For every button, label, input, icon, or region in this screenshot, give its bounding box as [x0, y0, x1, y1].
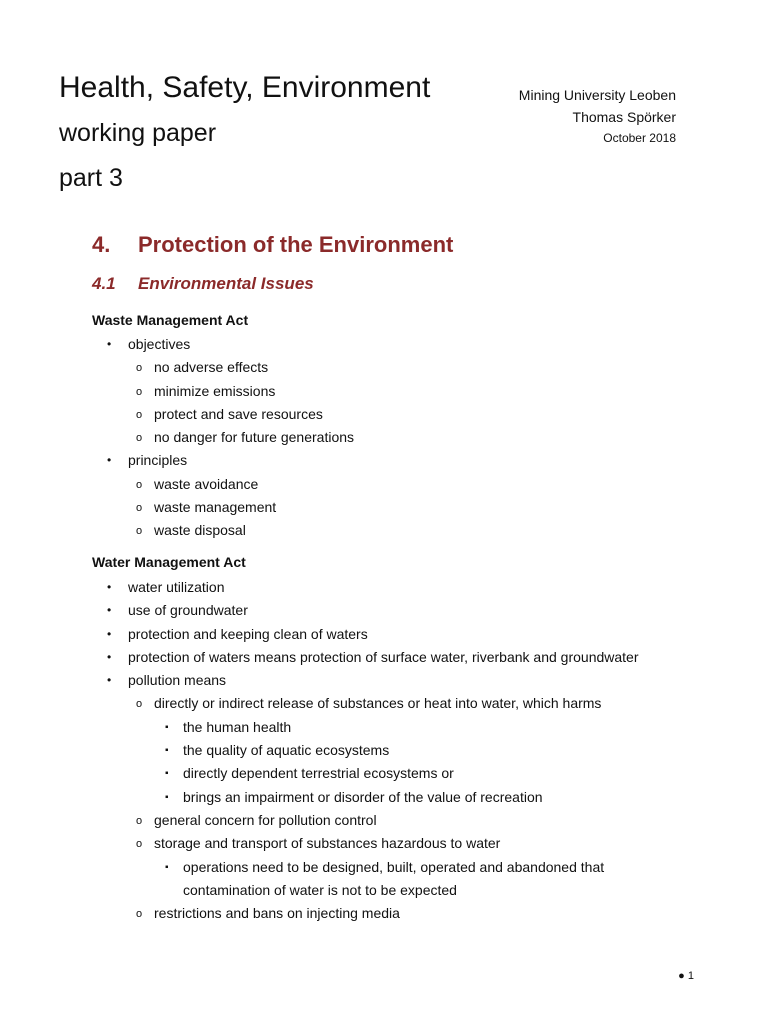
list-item-label: restrictions and bans on injecting media — [154, 905, 400, 922]
list-item — [92, 623, 692, 646]
list-item — [128, 380, 692, 403]
chapter-number: 4. — [92, 232, 111, 257]
bullet-marker: • — [107, 603, 112, 618]
bullet-marker: o — [136, 838, 143, 851]
list-item-label: protect and save resources — [154, 405, 323, 422]
list-item — [128, 426, 692, 449]
list-item — [128, 832, 692, 902]
sub-list — [128, 356, 692, 449]
sub-list — [128, 692, 692, 925]
section-title: Waste Management Act — [92, 312, 249, 328]
bullet-marker: • — [107, 626, 112, 641]
bullet-marker: ▪ — [165, 791, 169, 803]
list-item-label: protection and keeping clean of waters — [128, 625, 368, 642]
list-item — [92, 576, 692, 599]
list-item — [92, 669, 692, 925]
list-item-label: principles — [128, 452, 188, 469]
bullet-marker: • — [107, 453, 112, 468]
water-management-section — [92, 551, 692, 925]
section-title: Water Management Act — [92, 554, 246, 570]
bullet-marker: ▪ — [165, 768, 169, 780]
list-item — [128, 809, 692, 832]
list-item-label: directly dependent terrestrial ecosystems or — [183, 765, 454, 782]
list-item-label: water utilization — [128, 579, 225, 595]
waste-management-section — [92, 309, 692, 543]
chapter-title: Protection of the Environment — [138, 232, 454, 257]
list-item — [128, 403, 692, 426]
list-item-label: waste management — [154, 499, 277, 516]
page-number — [678, 970, 694, 982]
list-item-continuation — [154, 879, 692, 902]
list-item-label: the quality of aquatic ecosystems — [183, 742, 390, 759]
bullet-marker: o — [136, 408, 143, 421]
bullet-marker: o — [136, 814, 143, 827]
list-item-label: no danger for future generations — [154, 429, 355, 446]
list-item-label: waste disposal — [154, 522, 246, 539]
list-item-label: the human health — [183, 718, 292, 735]
list-item-label: no adverse effects — [154, 359, 269, 376]
list-item — [154, 786, 692, 809]
list-item — [154, 856, 692, 879]
sub-list — [128, 473, 692, 543]
chapter-heading — [92, 232, 453, 258]
bullet-marker: o — [136, 385, 143, 398]
bullet-marker: • — [107, 580, 112, 594]
bullet-marker: o — [136, 478, 143, 491]
author: Thomas Spörker — [572, 109, 676, 125]
bullet-marker: ▪ — [165, 861, 169, 873]
list-item-label: brings an impairment or disorder of the value of recreation — [183, 788, 543, 805]
subchapter-heading — [92, 274, 314, 294]
list-item — [92, 646, 692, 669]
list-item-label: contamination of water is not to be expected — [183, 881, 457, 898]
list-item — [128, 519, 692, 542]
sub-sub-list — [154, 856, 692, 903]
list-item-label: use of groundwater — [128, 602, 248, 619]
list-item-label: objectives — [128, 336, 191, 352]
bullet-marker: o — [136, 362, 143, 375]
sub-sub-list — [154, 716, 692, 809]
document-title — [59, 66, 430, 200]
list-item — [92, 333, 692, 449]
list-item — [92, 449, 692, 542]
list-item — [128, 473, 692, 496]
list-item-label: protection of waters means protection of surface water, riverbank and groundwater — [128, 648, 639, 665]
subchapter-title: Environmental Issues — [138, 274, 314, 293]
list-item-label: operations need to be designed, built, operated and abandoned that — [183, 858, 605, 875]
page-marker: ● — [678, 970, 685, 982]
list-item-label: directly or indirect release of substances or heat into water, which harms — [154, 695, 602, 712]
date: October 2018 — [603, 131, 676, 145]
title-line-main: Health, Safety, Environment — [59, 71, 431, 104]
bullet-marker: o — [136, 525, 143, 538]
list-item — [92, 599, 692, 622]
list-item-label: general concern for pollution control — [154, 811, 377, 828]
list-item — [128, 692, 692, 808]
author-meta — [519, 84, 676, 148]
bullet-marker: o — [136, 698, 143, 711]
bullet-marker: o — [136, 432, 143, 445]
list-item — [154, 739, 692, 762]
list-item-label: minimize emissions — [154, 382, 276, 399]
water-list — [92, 576, 692, 925]
institution: Mining University Leoben — [518, 87, 676, 103]
list-item — [128, 356, 692, 379]
list-item — [128, 496, 692, 519]
bullet-marker: • — [107, 673, 112, 688]
bullet-marker: o — [136, 502, 143, 515]
list-item-label: storage and transport of substances hazardous to water — [154, 835, 501, 852]
bullet-marker: o — [136, 908, 143, 921]
bullet-marker: ▪ — [165, 745, 169, 757]
list-item-label: pollution means — [128, 672, 227, 689]
page-number-value: 1 — [687, 970, 694, 982]
list-item — [128, 902, 692, 925]
bullet-marker: • — [107, 649, 112, 664]
title-line-part: part 3 — [59, 164, 123, 192]
bullet-marker: • — [107, 337, 112, 351]
list-item — [154, 762, 692, 785]
title-line-subtitle: working paper — [59, 119, 217, 147]
list-item — [154, 716, 692, 739]
list-item-label: waste avoidance — [154, 475, 259, 492]
subchapter-number: 4.1 — [92, 274, 116, 293]
bullet-marker: ▪ — [165, 721, 169, 733]
waste-list — [92, 333, 692, 543]
